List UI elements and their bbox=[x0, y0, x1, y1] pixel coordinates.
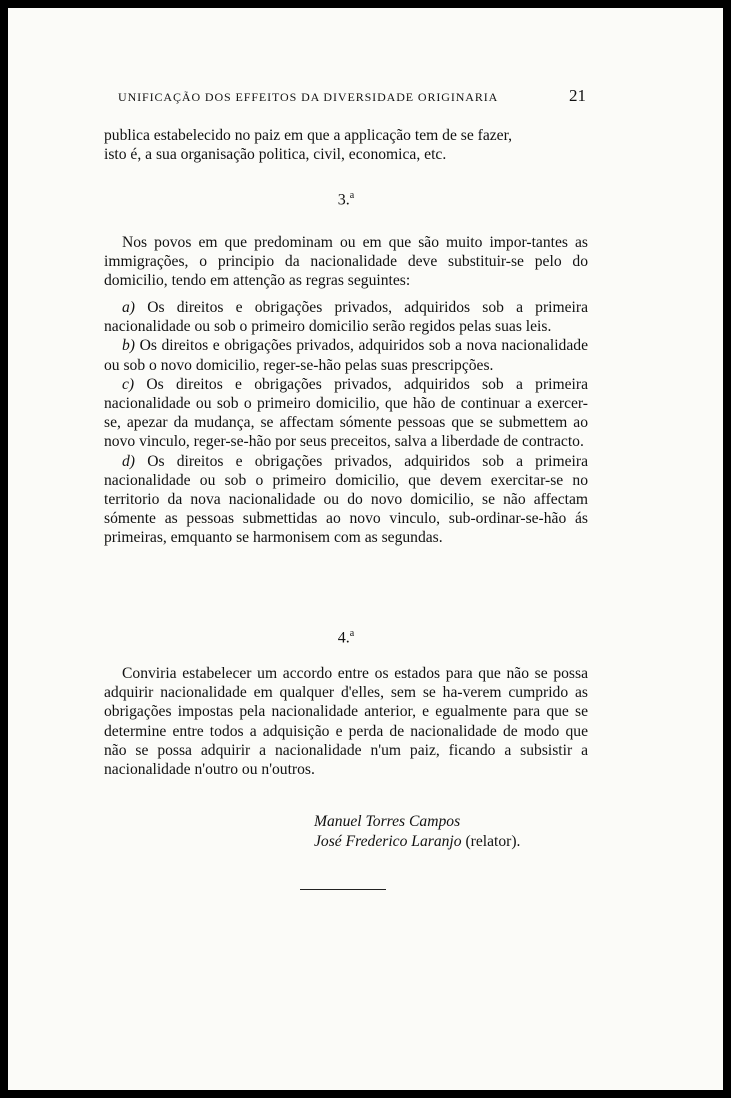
signature-2-name: José Frederico Laranjo bbox=[314, 833, 462, 850]
section-3-rules bbox=[104, 298, 588, 548]
intro-line-1: publica estabelecido no paiz em que a applicação tem de se fazer, bbox=[104, 127, 513, 144]
rule-c-text: Os direitos e obrigações privados, adquiridos sob a primeira nacionalidade ou sob o primeiro domicilio, que hão de continuar a exercer-se, apezar da mudança, se affectam sómente pessoas que se submettem ao novo vinculo, reger-se-hão por seus preceitos, salva a liberdade de contracto. bbox=[104, 375, 588, 451]
rule-a-letter: a) bbox=[122, 299, 135, 316]
section-3-body bbox=[104, 233, 588, 291]
page-number: 21 bbox=[569, 86, 586, 105]
section-4-body bbox=[104, 664, 588, 779]
section-4-ordinal: a bbox=[349, 628, 355, 639]
running-header bbox=[118, 86, 586, 106]
rule-a-text: Os direitos e obrigações privados, adquiridos sob a primeira nacionalidade ou sob o primeiro domicilio serão regidos pelas suas leis. bbox=[104, 299, 589, 336]
running-title: UNIFICAÇÃO DOS EFFEITOS DA DIVERSIDADE ORIGINARIA bbox=[118, 90, 499, 104]
document-page bbox=[8, 8, 723, 1090]
section-3-number: 3. bbox=[337, 191, 350, 209]
section-3-ordinal: a bbox=[349, 190, 355, 201]
rule-a bbox=[104, 298, 588, 336]
section-3-lead: Nos povos em que predominam ou em que são muito impor-tantes as immigrações, o principio da nacionalidade deve substituir-se pelo do domicilio, tendo em attenção as regras seguintes: bbox=[104, 234, 588, 290]
rule-d-letter: d) bbox=[122, 452, 135, 470]
signature-2-role: (relator). bbox=[465, 833, 521, 850]
intro-line-2: isto é, a sua organisação politica, civil, economica, etc. bbox=[104, 146, 447, 164]
section-4-heading bbox=[104, 628, 588, 647]
signature-block bbox=[314, 812, 520, 852]
rule-d bbox=[104, 452, 588, 548]
rule-c-letter: c) bbox=[122, 375, 135, 393]
intro-paragraph bbox=[104, 126, 588, 164]
rule-b-text: Os direitos e obrigações privados, adquiridos sob a nova nacionalidade ou sob o novo domicilio, reger-se-hão pelas suas prescripções. bbox=[104, 337, 588, 374]
rule-b bbox=[104, 336, 588, 374]
closing-rule bbox=[300, 889, 386, 890]
rule-d-text: Os direitos e obrigações privados, adquiridos sob a primeira nacionalidade ou sob o primeiro domicilio, que devem exercitar-se no territorio da nova nacionalidade ou do novo domicilio, se não affectam sómente as pessoas submettidas ao novo vinculo, sub-ordinar-se-hão ás primeiras, emquanto se harmonisem com as segundas. bbox=[104, 452, 589, 547]
section-4-text: Conviria estabelecer um accordo entre os estados para que não se possa adquirir nacionalidade em qualquer d'elles, sem se ha-verem cumprido as obrigações impostas pela nacionalidade anterior, e egualmente para que se determine entre todos a adquisição e perda de nacionalidade de modo que não se possa adquirir a nacionalidade n'um paiz, ficando a subsistir a nacionalidade n'outro ou n'outros. bbox=[104, 665, 588, 779]
section-3-heading bbox=[104, 190, 588, 209]
rule-b-letter: b) bbox=[122, 337, 135, 355]
rule-c bbox=[104, 375, 588, 452]
signature-1: Manuel Torres Campos bbox=[314, 813, 461, 830]
section-4-number: 4. bbox=[337, 629, 350, 647]
